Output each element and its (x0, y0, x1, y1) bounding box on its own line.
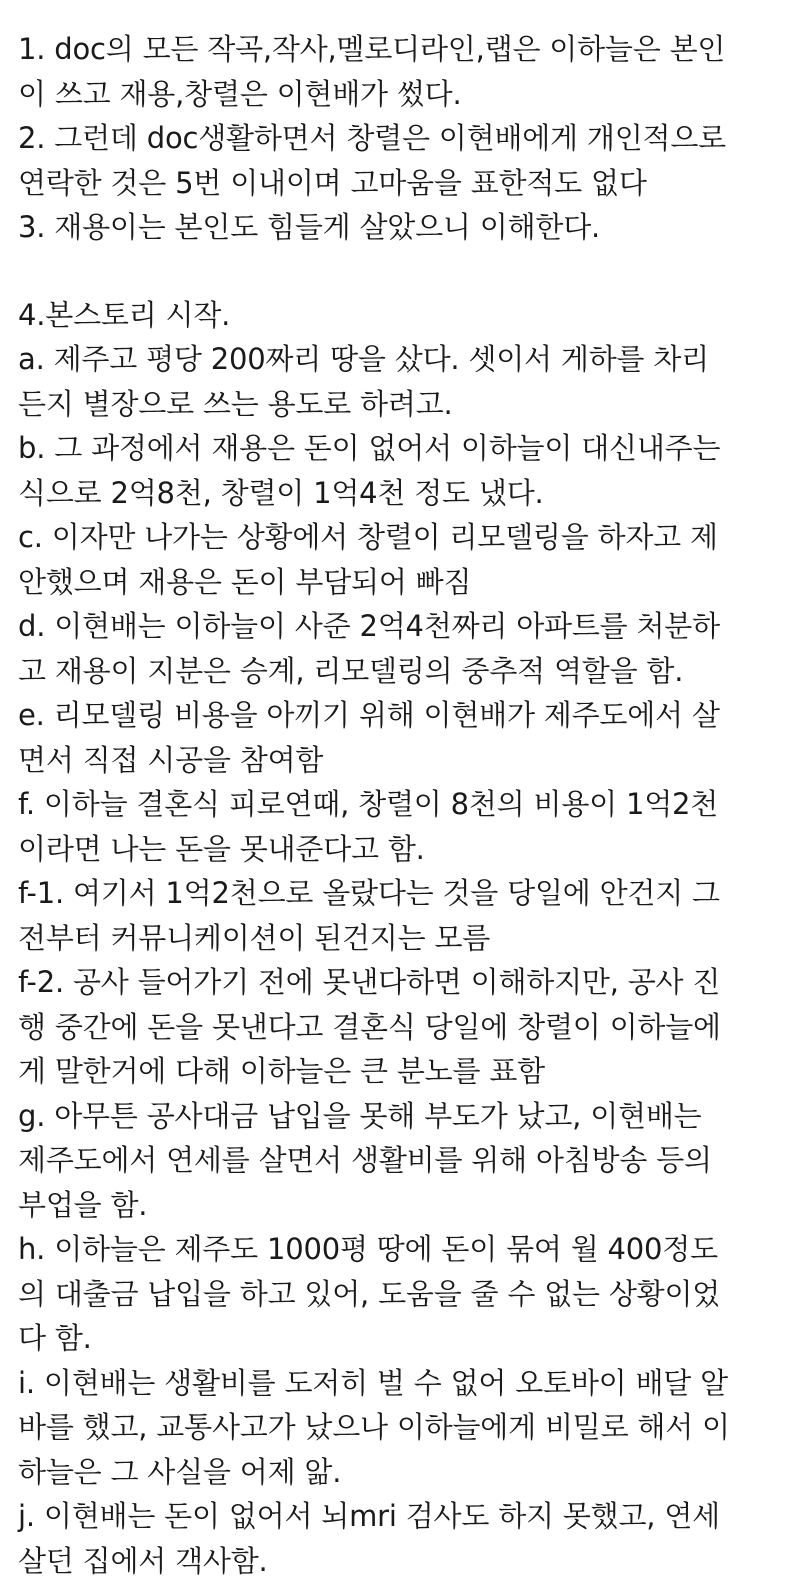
text-line: 2. 그런데 doc생활하면서 창렬은 이현배에게 개인적으로 (18, 116, 798, 161)
text-line: 살던 집에서 객사함. (18, 1539, 798, 1583)
text-line: 하늘은 그 사실을 어제 앎. (18, 1450, 798, 1495)
text-line: i. 이현배는 생활비를 도저히 벌 수 없어 오토바이 배달 알 (18, 1361, 798, 1406)
text-line: 이라면 나는 돈을 못내준다고 함. (18, 827, 798, 872)
text-line: 의 대출금 납입을 하고 있어, 도움을 줄 수 없는 상황이었 (18, 1272, 798, 1317)
document-body (18, 27, 798, 1583)
text-line: 바를 했고, 교통사고가 났으나 이하늘에게 비밀로 해서 이 (18, 1405, 798, 1450)
text-line: g. 아무튼 공사대금 납입을 못해 부도가 났고, 이현배는 (18, 1094, 798, 1139)
text-line: f-2. 공사 들어가기 전에 못낸다하면 이해하지만, 공사 진 (18, 960, 798, 1005)
text-line: d. 이현배는 이하늘이 사준 2억4천짜리 아파트를 처분하 (18, 604, 798, 649)
text-line: 든지 별장으로 쓰는 용도로 하려고. (18, 382, 798, 427)
text-line: f. 이하늘 결혼식 피로연때, 창렬이 8천의 비용이 1억2천 (18, 782, 798, 827)
text-line: a. 제주고 평당 200짜리 땅을 샀다. 셋이서 게하를 차리 (18, 337, 798, 382)
text-line: 안했으며 재용은 돈이 부담되어 빠짐 (18, 560, 798, 605)
text-line: 행 중간에 돈을 못낸다고 결혼식 당일에 창렬이 이하늘에 (18, 1005, 798, 1050)
text-line: 고 재용이 지분은 승계, 리모델링의 중추적 역할을 함. (18, 649, 798, 694)
text-line: 연락한 것은 5번 이내이며 고마움을 표한적도 없다 (18, 161, 798, 206)
text-line: 1. doc의 모든 작곡,작사,멜로디라인,랩은 이하늘은 본인 (18, 27, 798, 72)
text-line: j. 이현배는 돈이 없어서 뇌mri 검사도 하지 못했고, 연세 (18, 1494, 798, 1539)
text-line: h. 이하늘은 제주도 1000평 땅에 돈이 묶여 월 400정도 (18, 1227, 798, 1272)
text-line: c. 이자만 나가는 상황에서 창렬이 리모델링을 하자고 제 (18, 515, 798, 560)
text-line: 면서 직접 시공을 참여함 (18, 738, 798, 783)
text-line: 이 쓰고 재용,창렬은 이현배가 썼다. (18, 72, 798, 117)
text-line: 다 함. (18, 1316, 798, 1361)
text-line: 게 말한거에 다해 이하늘은 큰 분노를 표함 (18, 1049, 798, 1094)
text-line: b. 그 과정에서 재용은 돈이 없어서 이하늘이 대신내주는 (18, 426, 798, 471)
text-line: 부업을 함. (18, 1183, 798, 1228)
text-line: 3. 재용이는 본인도 힘들게 살았으니 이해한다. (18, 205, 798, 250)
paragraph-gap (18, 250, 798, 293)
text-line: e. 리모델링 비용을 아끼기 위해 이현배가 제주도에서 살 (18, 693, 798, 738)
text-line: f-1. 여기서 1억2천으로 올랐다는 것을 당일에 안건지 그 (18, 871, 798, 916)
text-line: 식으로 2억8천, 창렬이 1억4천 정도 냈다. (18, 471, 798, 516)
text-line: 전부터 커뮤니케이션이 된건지는 모름 (18, 916, 798, 961)
section-heading: 4.본스토리 시작. (18, 293, 798, 338)
text-line: 제주도에서 연세를 살면서 생활비를 위해 아침방송 등의 (18, 1138, 798, 1183)
